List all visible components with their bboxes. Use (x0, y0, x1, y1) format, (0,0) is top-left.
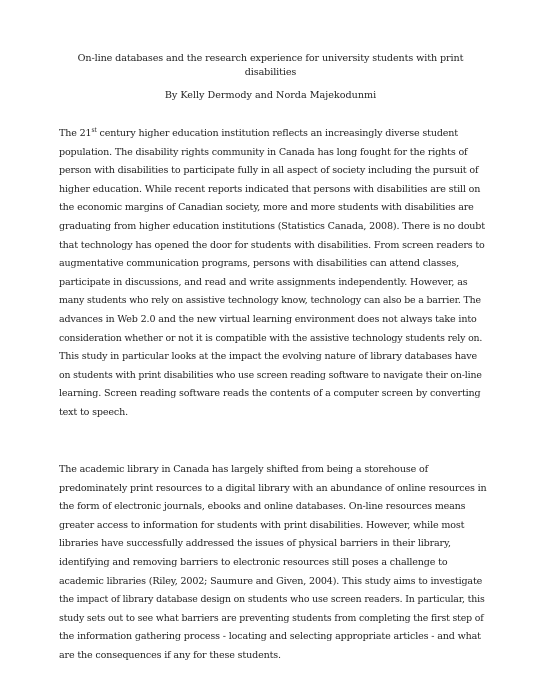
paper-title-line: disabilities (244, 67, 297, 78)
paper-title-line: On-line databases and the research experience for university students with print (77, 53, 464, 64)
paragraph-line (59, 125, 487, 144)
paragraph-line: population. The disability rights community in Canada has long fought for the rights of (59, 146, 468, 158)
paragraph-line: study sets out to see what barriers are preventing students from completing the first step of (59, 612, 484, 624)
paragraph-line: augmentative communication programs, persons with disabilities can attend classes, (59, 258, 460, 270)
paragraph-line: the economic margins of Canadian society, more and more students with disabilities are (59, 202, 474, 214)
body-paragraph-1 (59, 125, 487, 423)
paragraph-line: are the consequences if any for these students. (59, 649, 281, 661)
paragraph-line: the information gathering process - locating and selecting appropriate articles - and what (59, 631, 481, 643)
paragraph-line: participate in discussions, and read and write assignments independently. However, as (59, 276, 468, 288)
paragraph-line: higher education. While recent reports indicated that persons with disabilities are still on (59, 183, 481, 195)
paragraph-line: text to speech. (59, 406, 128, 418)
line-text: century higher education institution reflects an increasingly diverse student (96, 128, 458, 139)
paragraph-line: the form of electronic journals, ebooks and online databases. On-line resources means (59, 501, 466, 513)
ordinal-superscript: st (91, 127, 97, 134)
paragraph-line: This study in particular looks at the impact the evolving nature of library databases have (59, 351, 477, 363)
paragraph-line: predominately print resources to a digital library with an abundance of online resources in (59, 482, 487, 494)
paragraph-line: libraries have successfully addressed the issues of physical barriers in their library, (59, 538, 451, 550)
body-paragraph-2 (59, 461, 487, 666)
paper-authors: By Kelly Dermody and Norda Majekodunmi (164, 90, 377, 101)
paragraph-line: learning. Screen reading software reads the contents of a computer screen by converting (59, 388, 481, 400)
line-text: The 21 (59, 128, 92, 139)
paragraph-line: consideration whether or not it is compatible with the assistive technology students rely on. (59, 332, 483, 344)
paragraph-line: academic libraries (Riley, 2002; Saumure and Given, 2004). This study aims to investigate (59, 575, 483, 587)
paragraph-line: identifying and removing barriers to electronic resources still poses a challenge to (59, 556, 448, 568)
paper-title (60, 52, 481, 80)
paragraph-line: advances in Web 2.0 and the new virtual learning environment does not always take into (59, 313, 477, 325)
paragraph-line: the impact of library database design on students who use screen readers. In particular, this (59, 594, 485, 606)
paragraph-line: graduating from higher education institutions (Statistics Canada, 2008). There is no doubt (59, 220, 485, 232)
paragraph-line: that technology has opened the door for students with disabilities. From screen readers to (59, 239, 485, 251)
paragraph-line: on students with print disabilities who use screen reading software to navigate their on-line (59, 369, 482, 381)
paragraph-line: The academic library in Canada has largely shifted from being a storehouse of (59, 464, 428, 475)
paragraph-line: person with disabilities to participate fully in all aspect of society including the pursuit of (59, 165, 479, 177)
paragraph-line: greater access to information for students with print disabilities. However, while most (59, 519, 465, 531)
paragraph-line: many students who rely on assistive technology know, technology can also be a barrier. The (59, 295, 481, 307)
